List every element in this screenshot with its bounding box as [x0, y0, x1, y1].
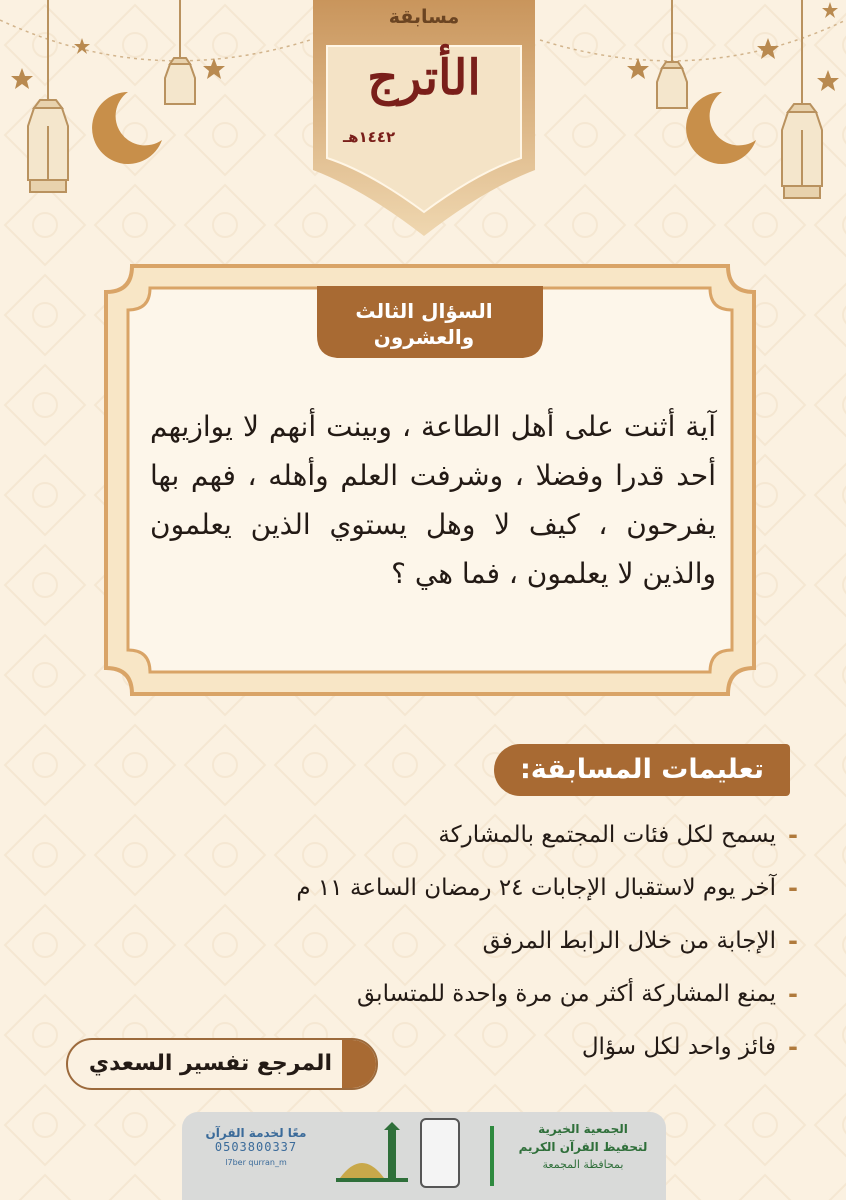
org-line3: بمحافظة المجمعة [542, 1158, 624, 1171]
rule-item [98, 861, 798, 914]
rule-text: يمنع المشاركة أكثر من مرة واحدة للمتسابق [357, 980, 777, 1007]
rule-text: فائز واحد لكل سؤال [581, 1033, 777, 1060]
reference-text: المرجع تفسير السعدي [88, 1051, 332, 1076]
phone-icon [420, 1118, 460, 1188]
lantern-icon [165, 0, 195, 104]
bullet: - [788, 873, 798, 902]
question-text: آية أثنت على أهل الطاعة ، وبينت أنهم لا يوازيهم أحد قدرا وفضلا ، وشرفت العلم وأهله ، فهم بها يفرحون ، كيف لا وهل يستوي الذين يعلمون والذين لا يعلمون ، فما هي ؟ [150, 410, 716, 590]
lantern-icon [28, 0, 68, 192]
reference-accent [342, 1040, 376, 1090]
competition-logo: الأترج [367, 50, 481, 106]
mosque-logo-icon [332, 1122, 412, 1186]
bullet: - [788, 1032, 798, 1061]
lantern-icon [782, 0, 822, 198]
footer-tagline: معًا لخدمة القرآن [205, 1126, 307, 1140]
star-icon [822, 2, 838, 18]
star-icon [757, 38, 779, 59]
org-line1: الجمعية الخيرية [538, 1122, 628, 1136]
rule-text: آخر يوم لاستقبال الإجابات ٢٤ رمضان الساعة ١١ م [296, 874, 777, 901]
banner-year: ١٤٤٢هـ [343, 128, 396, 146]
lantern-icon [657, 0, 687, 108]
rule-item [98, 914, 798, 967]
question-number-tab [317, 286, 531, 364]
footer-divider [490, 1126, 494, 1186]
rule-text: الإجابة من خلال الرابط المرفق [482, 927, 777, 954]
banner [313, 0, 535, 236]
rule-item [98, 808, 798, 861]
footer [182, 1112, 666, 1200]
org-name [508, 1120, 658, 1174]
question-number-line1: السؤال الثالث [355, 299, 493, 323]
org-line2: لتحفيظ القرآن الكريم [518, 1140, 648, 1154]
banner-label: مسابقة [388, 6, 460, 28]
star-icon [627, 58, 649, 79]
star-icon [817, 70, 839, 91]
contact-block [192, 1126, 320, 1167]
rule-item [98, 967, 798, 1020]
crescent-icon [686, 92, 756, 164]
bullet: - [788, 979, 798, 1008]
crescent-icon [92, 92, 162, 164]
rules-title: تعليمات المسابقة: [494, 744, 790, 796]
bullet: - [788, 926, 798, 955]
star-icon [203, 58, 225, 79]
star-icon [74, 38, 90, 54]
social-handles: l7ber qurran_m [225, 1158, 287, 1167]
rule-text: يسمح لكل فئات المجتمع بالمشاركة [438, 821, 777, 848]
rules-list [98, 808, 798, 1073]
star-icon [11, 68, 33, 89]
reference-pill [66, 1038, 378, 1090]
phone-number: 0503800337 [214, 1140, 298, 1154]
bullet: - [788, 820, 798, 849]
question-number-line2: والعشرون [373, 325, 475, 349]
